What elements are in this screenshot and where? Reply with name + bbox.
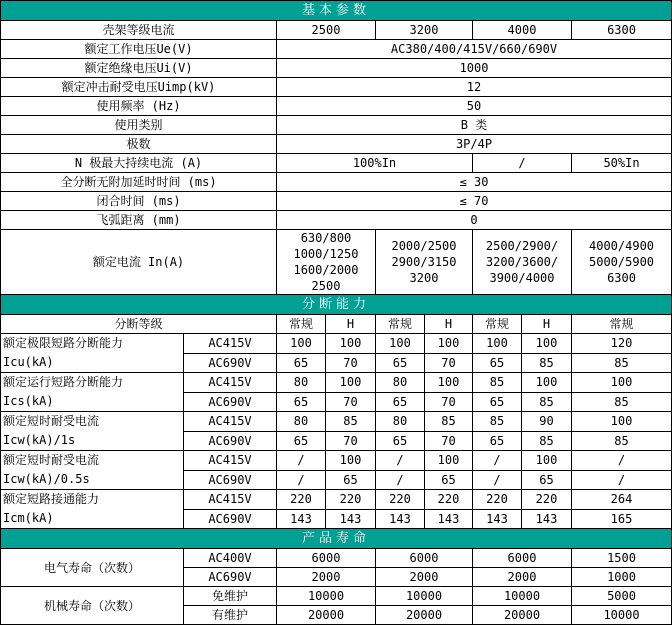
value-cell: /: [376, 451, 425, 471]
value-cell: 100: [522, 373, 572, 393]
table-row: [1, 295, 672, 315]
value-cell: /: [473, 470, 522, 490]
rated-current-cell: [376, 230, 473, 295]
param-label-line: Icu(kA): [3, 355, 54, 369]
param-label-line: 额定短时耐受电流: [3, 453, 100, 467]
param-label-line: Ics(kA): [3, 394, 54, 408]
value-cell: 85: [572, 431, 672, 451]
value-cell: 70: [425, 353, 473, 373]
table-row: [1, 40, 672, 59]
maintenance-label: 免维护: [184, 587, 277, 606]
value-cell: 65: [473, 431, 522, 451]
section-header-breaking: 分断能力: [1, 295, 672, 315]
value-cell: 143: [277, 509, 326, 529]
value-cell: 220: [522, 490, 572, 510]
value-cell: 100: [425, 451, 473, 471]
param-label: 飞弧距离 (mm): [1, 211, 277, 230]
param-label-rated-current: 额定电流 In(A): [1, 230, 277, 295]
value-cell: 65: [425, 470, 473, 490]
value-cell: 80: [376, 412, 425, 432]
value-cell: 2000: [277, 568, 376, 587]
value-cell: 20000: [473, 606, 572, 625]
value-cell: 20000: [376, 606, 473, 625]
table-row: [1, 230, 672, 295]
value-cell: 85: [522, 353, 572, 373]
value-cell: 120: [572, 334, 672, 354]
table-row: [1, 451, 672, 471]
value-cell: 65: [277, 392, 326, 412]
param-label: 极数: [1, 135, 277, 154]
value-cell: 6000: [473, 549, 572, 568]
value-cell: 85: [425, 412, 473, 432]
value-cell: 100: [326, 373, 376, 393]
value-cell: 12: [277, 78, 672, 97]
rated-current-line: 2000/2500: [391, 239, 457, 253]
param-label-icm: [1, 490, 184, 529]
grade-cell: 常规: [277, 315, 326, 334]
value-cell: 65: [522, 470, 572, 490]
table-row: [1, 549, 672, 568]
value-cell: 143: [425, 509, 473, 529]
value-cell: 1000: [572, 568, 672, 587]
voltage-label: AC690V: [184, 568, 277, 587]
value-cell: 3P/4P: [277, 135, 672, 154]
frame-value-cell: 2500: [277, 21, 376, 40]
voltage-label: AC690V: [184, 431, 277, 451]
grade-cell: 常规: [473, 315, 522, 334]
value-cell: 65: [277, 353, 326, 373]
voltage-label: AC415V: [184, 490, 277, 510]
param-label-icu: [1, 334, 184, 373]
rated-current-line: 2500/2900/: [485, 239, 559, 253]
table-row: [1, 21, 672, 40]
value-cell: ≤ 70: [277, 192, 672, 211]
grade-cell: H: [425, 315, 473, 334]
value-cell: 220: [376, 490, 425, 510]
value-cell: 50%In: [572, 154, 672, 173]
value-cell: 1500: [572, 549, 672, 568]
value-cell: 220: [277, 490, 326, 510]
grade-cell: 常规: [572, 315, 672, 334]
value-cell: 10000: [473, 587, 572, 606]
rated-current-line: 5000/5900: [589, 255, 655, 269]
rated-current-line: 3200: [409, 271, 439, 285]
table-row: [1, 315, 672, 334]
value-cell: 10000: [572, 606, 672, 625]
value-cell: 165: [572, 509, 672, 529]
value-cell: 100%In: [277, 154, 473, 173]
frame-value-cell: 3200: [376, 21, 473, 40]
param-label-icw-1s: [1, 412, 184, 451]
value-cell: 100: [473, 334, 522, 354]
value-cell: 143: [376, 509, 425, 529]
param-label-icw-05s: [1, 451, 184, 490]
value-cell: 100: [572, 412, 672, 432]
frame-value-cell: 6300: [572, 21, 672, 40]
value-cell: AC380/400/415V/660/690V: [277, 40, 672, 59]
value-cell: 5000: [572, 587, 672, 606]
value-cell: 80: [277, 373, 326, 393]
value-cell: 85: [572, 353, 672, 373]
value-cell: 100: [425, 334, 473, 354]
value-cell: /: [473, 451, 522, 471]
value-cell: 220: [473, 490, 522, 510]
value-cell: 65: [326, 470, 376, 490]
value-cell: 1000: [277, 59, 672, 78]
param-label-line: 额定运行短路分断能力: [3, 375, 124, 389]
param-label: 额定冲击耐受电压Uimp(kV): [1, 78, 277, 97]
value-cell: 100: [326, 451, 376, 471]
rated-current-line: 2900/3150: [391, 255, 457, 269]
table-row: [1, 334, 672, 354]
value-cell: /: [572, 451, 672, 471]
maintenance-label: 有维护: [184, 606, 277, 625]
frame-value-cell: 4000: [473, 21, 572, 40]
value-cell: /: [572, 470, 672, 490]
value-cell: /: [277, 470, 326, 490]
value-cell: 85: [572, 392, 672, 412]
value-cell: 6000: [376, 549, 473, 568]
param-label-mechanical-life: 机械寿命（次数）: [1, 587, 184, 625]
table-row: [1, 116, 672, 135]
table-row: [1, 412, 672, 432]
value-cell: 85: [473, 412, 522, 432]
rated-current-line: 2500: [311, 279, 341, 293]
table-row: [1, 490, 672, 510]
table-row: [1, 587, 672, 606]
value-cell: 143: [473, 509, 522, 529]
param-label: 使用频率 (Hz): [1, 97, 277, 116]
table-row: [1, 135, 672, 154]
table-row: [1, 1, 672, 21]
value-cell: 6000: [277, 549, 376, 568]
value-cell: 143: [326, 509, 376, 529]
value-cell: /: [376, 470, 425, 490]
param-label-line: Icw(kA)/0.5s: [3, 472, 90, 486]
value-cell: 50: [277, 97, 672, 116]
value-cell: /: [277, 451, 326, 471]
value-cell: 2000: [376, 568, 473, 587]
rated-current-line: 1000/1250: [293, 247, 359, 261]
param-label-n-pole: N 极最大持续电流 (A): [1, 154, 277, 173]
param-label: 闭合时间 (ms): [1, 192, 277, 211]
value-cell: 100: [326, 334, 376, 354]
grade-cell: 常规: [376, 315, 425, 334]
rated-current-line: 3200/3600/: [485, 255, 559, 269]
value-cell: 220: [326, 490, 376, 510]
value-cell: 220: [425, 490, 473, 510]
grade-cell: H: [326, 315, 376, 334]
value-cell: 10000: [277, 587, 376, 606]
voltage-label: AC690V: [184, 470, 277, 490]
section-header-life: 产品寿命: [1, 529, 672, 549]
param-label-line: 额定短路接通能力: [3, 492, 100, 506]
param-label-electrical-life: 电气寿命（次数）: [1, 549, 184, 587]
param-label-ics: [1, 373, 184, 412]
value-cell: 10000: [376, 587, 473, 606]
value-cell: 65: [376, 353, 425, 373]
value-cell: 143: [522, 509, 572, 529]
value-cell: 85: [522, 431, 572, 451]
voltage-label: AC415V: [184, 412, 277, 432]
value-cell: 70: [326, 353, 376, 373]
value-cell: 85: [473, 373, 522, 393]
param-label: 使用类别: [1, 116, 277, 135]
rated-current-cell: [277, 230, 376, 295]
value-cell: 100: [425, 373, 473, 393]
table-row: [1, 59, 672, 78]
value-cell: 65: [376, 431, 425, 451]
value-cell: 100: [522, 451, 572, 471]
value-cell: 90: [522, 412, 572, 432]
value-cell: 85: [522, 392, 572, 412]
value-cell: 100: [376, 334, 425, 354]
voltage-label: AC690V: [184, 353, 277, 373]
value-cell: 80: [376, 373, 425, 393]
value-cell: 65: [277, 431, 326, 451]
table-row: [1, 97, 672, 116]
rated-current-line: 3900/4000: [489, 271, 555, 285]
param-label: 额定绝缘电压Ui(V): [1, 59, 277, 78]
param-label-line: 额定极限短路分断能力: [3, 336, 124, 350]
voltage-label: AC415V: [184, 373, 277, 393]
param-label: 额定工作电压Ue(V): [1, 40, 277, 59]
param-label-line: Icm(kA): [3, 511, 54, 525]
rated-current-line: 630/800: [300, 231, 352, 245]
value-cell: 100: [572, 373, 672, 393]
value-cell: 0: [277, 211, 672, 230]
rated-current-cell: [473, 230, 572, 295]
section-header-basic: 基本参数: [1, 1, 672, 21]
value-cell: /: [473, 154, 572, 173]
grade-cell: H: [522, 315, 572, 334]
value-cell: 264: [572, 490, 672, 510]
param-label-frame-current: 壳架等级电流: [1, 21, 277, 40]
value-cell: B 类: [277, 116, 672, 135]
table-row: [1, 192, 672, 211]
value-cell: 20000: [277, 606, 376, 625]
table-row: [1, 211, 672, 230]
value-cell: 2000: [473, 568, 572, 587]
param-label: 全分断无附加延时时间 (ms): [1, 173, 277, 192]
value-cell: 70: [425, 431, 473, 451]
voltage-label: AC690V: [184, 509, 277, 529]
value-cell: 70: [425, 392, 473, 412]
value-cell: 70: [326, 392, 376, 412]
value-cell: 70: [326, 431, 376, 451]
voltage-label: AC400V: [184, 549, 277, 568]
rated-current-line: 1600/2000: [293, 263, 359, 277]
value-cell: 65: [376, 392, 425, 412]
rated-current-line: 6300: [607, 271, 636, 285]
param-label-line: 额定短时耐受电流: [3, 414, 100, 428]
table-row: [1, 529, 672, 549]
value-cell: 65: [473, 353, 522, 373]
value-cell: 100: [522, 334, 572, 354]
voltage-label: AC415V: [184, 451, 277, 471]
value-cell: ≤ 30: [277, 173, 672, 192]
value-cell: 100: [277, 334, 326, 354]
param-label-grade: 分断等级: [1, 315, 277, 334]
rated-current-line: 4000/4900: [589, 239, 655, 253]
value-cell: 65: [473, 392, 522, 412]
table-row: [1, 173, 672, 192]
voltage-label: AC690V: [184, 392, 277, 412]
table-row: [1, 154, 672, 173]
value-cell: 85: [326, 412, 376, 432]
rated-current-cell: [572, 230, 672, 295]
table-row: [1, 78, 672, 97]
value-cell: 80: [277, 412, 326, 432]
voltage-label: AC415V: [184, 334, 277, 354]
table-row: [1, 373, 672, 393]
param-label-line: Icw(kA)/1s: [3, 433, 76, 447]
